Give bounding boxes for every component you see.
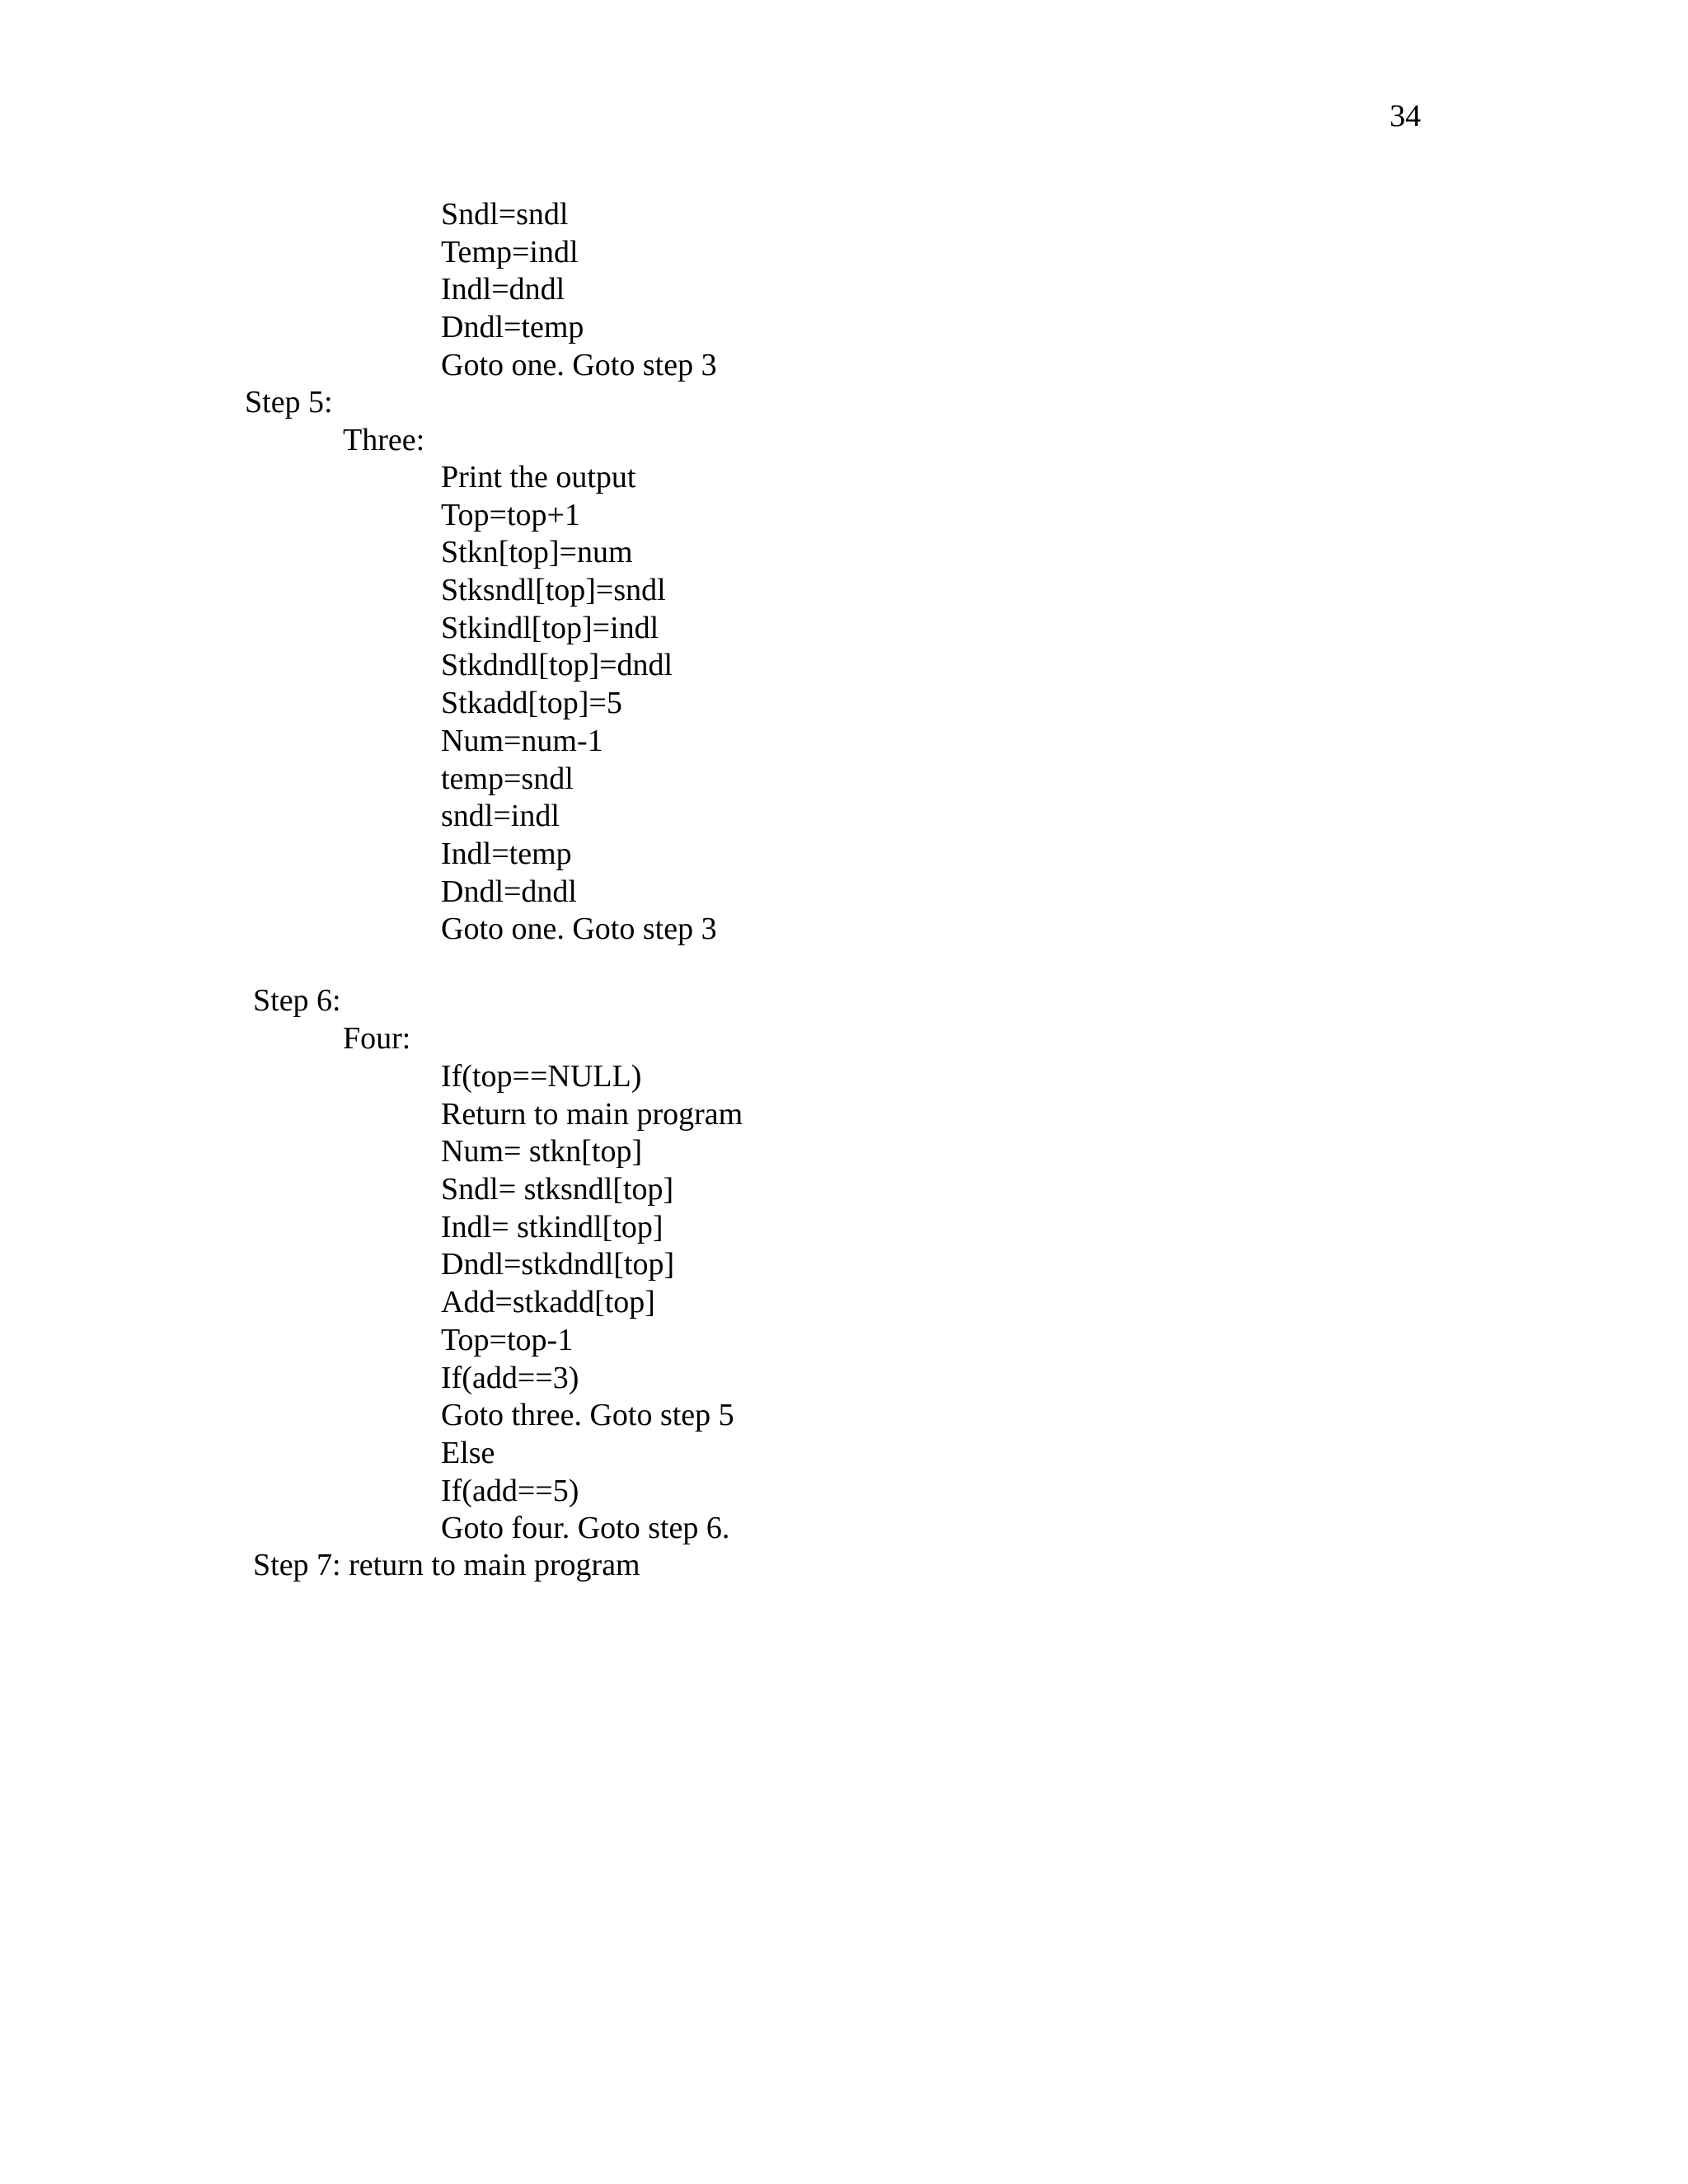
code-block-step-6 bbox=[441, 1058, 743, 1548]
code-line: Num= stkn[top] bbox=[441, 1134, 643, 1169]
code-line: Dndl=temp bbox=[441, 310, 584, 345]
code-block-step-4-tail bbox=[441, 196, 717, 384]
code-line: Return to main program bbox=[441, 1096, 743, 1132]
code-line: sndl=indl bbox=[441, 799, 560, 834]
code-line: Else bbox=[441, 1435, 495, 1470]
four-label: Four: bbox=[343, 1021, 411, 1056]
code-line: Add=stkadd[top] bbox=[441, 1285, 655, 1320]
code-line: Num=num-1 bbox=[441, 723, 603, 758]
code-line: Stksndl[top]=sndl bbox=[441, 573, 666, 608]
step-5-label: Step 5: bbox=[245, 385, 333, 419]
code-line: Dndl=dndl bbox=[441, 874, 577, 909]
step-6-label: Step 6: bbox=[253, 983, 341, 1018]
code-line: Stkindl[top]=indl bbox=[441, 610, 659, 645]
three-label: Three: bbox=[343, 423, 425, 457]
code-line: Stkn[top]=num bbox=[441, 535, 633, 570]
code-line: Indl=dndl bbox=[441, 272, 565, 307]
step-7-line: Step 7: return to main program bbox=[253, 1548, 640, 1582]
code-line: Goto three. Goto step 5 bbox=[441, 1398, 734, 1433]
code-line: If(add==5) bbox=[441, 1473, 579, 1508]
code-line: Indl= stkindl[top] bbox=[441, 1209, 663, 1244]
code-line: Indl=temp bbox=[441, 836, 572, 871]
code-line: Temp=indl bbox=[441, 234, 579, 269]
code-line: Top=top-1 bbox=[441, 1322, 574, 1357]
code-line: temp=sndl bbox=[441, 761, 574, 796]
code-line: Goto four. Goto step 6. bbox=[441, 1511, 730, 1546]
code-line: Dndl=stkdndl[top] bbox=[441, 1247, 675, 1282]
code-block-step-5 bbox=[441, 459, 717, 949]
code-line: If(top==NULL) bbox=[441, 1059, 642, 1094]
code-line: Print the output bbox=[441, 460, 636, 494]
code-line: Sndl= stksndl[top] bbox=[441, 1172, 674, 1207]
code-line: If(add==3) bbox=[441, 1360, 579, 1395]
code-line: Top=top+1 bbox=[441, 497, 580, 532]
code-line: Sndl=sndl bbox=[441, 197, 569, 232]
code-line: Goto one. Goto step 3 bbox=[441, 347, 717, 382]
code-line: Stkadd[top]=5 bbox=[441, 686, 622, 721]
code-line: Goto one. Goto step 3 bbox=[441, 912, 717, 947]
code-line: Stkdndl[top]=dndl bbox=[441, 648, 673, 683]
page-number: 34 bbox=[1390, 99, 1421, 134]
